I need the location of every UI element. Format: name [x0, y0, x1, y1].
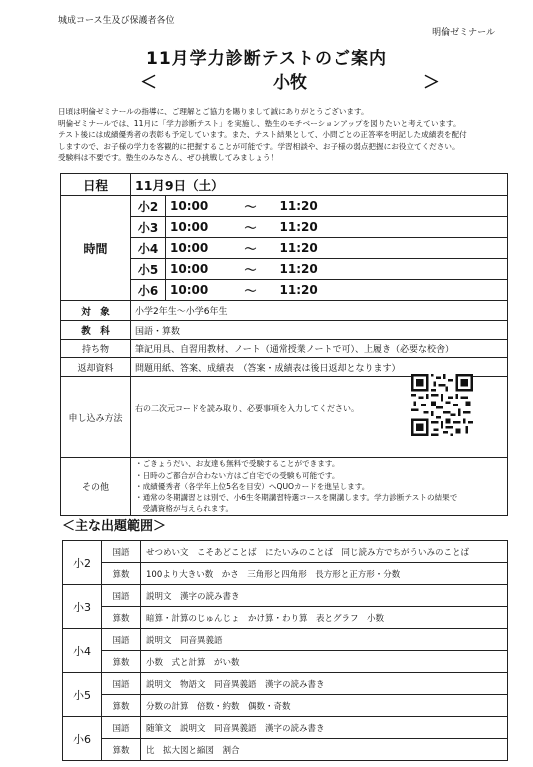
time-separator: 〜 [241, 259, 276, 280]
grade-cell: 小4 [131, 238, 166, 259]
end-time: 11:20 [276, 259, 508, 280]
intro-line: 受験料は不要です。塾生のみなさん、ぜひ挑戦してみましょう！ [58, 153, 279, 163]
grade-cell: 小2 [131, 196, 166, 217]
start-time: 10:00 [166, 259, 241, 280]
other-line: ・通常の冬期講習とは別で、小6生冬期講習特選コースを開講します。学力診断テストの結果で [135, 493, 458, 503]
intro-text [58, 106, 508, 164]
apply-label: 申し込み方法 [61, 377, 131, 458]
scope-grade: 小4 [63, 629, 102, 673]
bracket-right: ＞ [423, 73, 440, 93]
intro-line: しますので、お子様の学力を客観的に把握することが可能です。学習相談や、お子様の弱点把握にお役立てください。 [58, 141, 460, 151]
scope-table [62, 540, 508, 761]
subject-label: 算数 [102, 651, 141, 673]
scope-content: せつめい文 こそあどことば にたいみのことば 同じ読み方でちがういみのことば [141, 541, 508, 563]
scope-grade: 小3 [63, 585, 102, 629]
sender: 明倫ゼミナール [432, 28, 495, 38]
items-value: 筆記用具、自習用教材、ノート（通常授業ノートで可）、上履き（必要な校舎） [131, 340, 508, 358]
apply-value: 右の二次元コードを読み取り、必要事項を入力してください。 [131, 377, 508, 458]
subject-label: 国語 [102, 717, 141, 739]
subject-label: 算数 [102, 739, 141, 761]
intro-line: 日頃は明倫ゼミナールの指導に、ご理解とご協力を賜りまして誠にありがとうございます。 [58, 107, 369, 116]
scope-grade: 小5 [63, 673, 102, 717]
start-time: 10:00 [166, 196, 241, 217]
subject-label: 国語 [102, 673, 141, 695]
time-separator: 〜 [241, 196, 276, 217]
other-line: ・成績優秀者（各学年上位5名を目安）へQUOカードを進呈します。 [135, 481, 370, 491]
time-separator: 〜 [241, 217, 276, 238]
end-time: 11:20 [276, 280, 508, 301]
other-notes [131, 458, 508, 516]
items-label: 持ち物 [61, 340, 131, 358]
time-separator: 〜 [241, 238, 276, 259]
scope-content: 小数 式と計算 がい数 [141, 651, 508, 673]
scope-content: 説明文 漢字の読み書き [141, 585, 508, 607]
start-time: 10:00 [166, 217, 241, 238]
scope-grade: 小6 [63, 717, 102, 761]
end-time: 11:20 [276, 238, 508, 259]
intro-line: テスト後には成績優秀者の表彰も予定しています。また、テスト結果として、小問ごとの正答率を明記した成績表を配付 [58, 130, 467, 140]
scope-content: 随筆文 説明文 同音異義語 漢字の読み書き [141, 717, 508, 739]
location: 小牧 [273, 73, 307, 93]
scope-content: 説明文 同音異義語 [141, 629, 508, 651]
grade-cell: 小3 [131, 217, 166, 238]
bracket-left: ＜ [140, 73, 157, 93]
subjects-label: 教 科 [61, 321, 131, 340]
grade-cell: 小6 [131, 280, 166, 301]
subject-label: 算数 [102, 607, 141, 629]
time-separator: 〜 [241, 280, 276, 301]
target-value: 小学2年生〜小学6年生 [131, 301, 508, 321]
schedule-table [60, 173, 508, 516]
scope-content: 説明文 物語文 同音異義語 漢字の読み書き [141, 673, 508, 695]
scope-grade: 小2 [63, 541, 102, 585]
subjects-value: 国語・算数 [131, 321, 508, 340]
qr-code[interactable] [411, 374, 473, 436]
subject-label: 国語 [102, 541, 141, 563]
start-time: 10:00 [166, 280, 241, 301]
scope-heading: ＜主な出題範囲＞ [62, 519, 167, 534]
end-time: 11:20 [276, 217, 508, 238]
date-label: 日程 [61, 174, 131, 196]
other-line: ・ごきょうだい、お友達も無料で受験することができます。 [135, 459, 340, 469]
start-time: 10:00 [166, 238, 241, 259]
time-label: 時間 [61, 196, 131, 301]
return-value: 問題用紙、答案、成績表 （答案・成績表は後日返却となります） [131, 358, 508, 377]
return-label: 返却資料 [61, 358, 131, 377]
other-line: 受講資格が与えられます。 [135, 504, 234, 514]
recipient: 城成コース生及び保護者各位 [58, 16, 175, 26]
end-time: 11:20 [276, 196, 508, 217]
subject-label: 算数 [102, 563, 141, 585]
page-title: 11月学力診断テストのご案内 [146, 49, 387, 69]
date-value: 11月9日（土） [131, 174, 508, 196]
scope-content: 分数の計算 倍数・約数 偶数・奇数 [141, 695, 508, 717]
subject-label: 算数 [102, 695, 141, 717]
subject-label: 国語 [102, 585, 141, 607]
grade-cell: 小5 [131, 259, 166, 280]
target-label: 対 象 [61, 301, 131, 321]
scope-content: 暗算・計算のじゅんじょ かけ算・わり算 表とグラフ 小数 [141, 607, 508, 629]
scope-content: 比 拡大図と縮図 割合 [141, 739, 508, 761]
subject-label: 国語 [102, 629, 141, 651]
intro-line: 明倫ゼミナールでは、11月に「学力診断テスト」を実施し、塾生のモチベーションアップを図りたいと考えています。 [58, 118, 461, 128]
scope-content: 100より大きい数 かさ 三角形と四角形 長方形と正方形・分数 [141, 563, 508, 585]
other-line: ・日時のご都合が合わない方はご自宅での受験も可能です。 [135, 470, 340, 480]
other-label: その他 [61, 458, 131, 516]
